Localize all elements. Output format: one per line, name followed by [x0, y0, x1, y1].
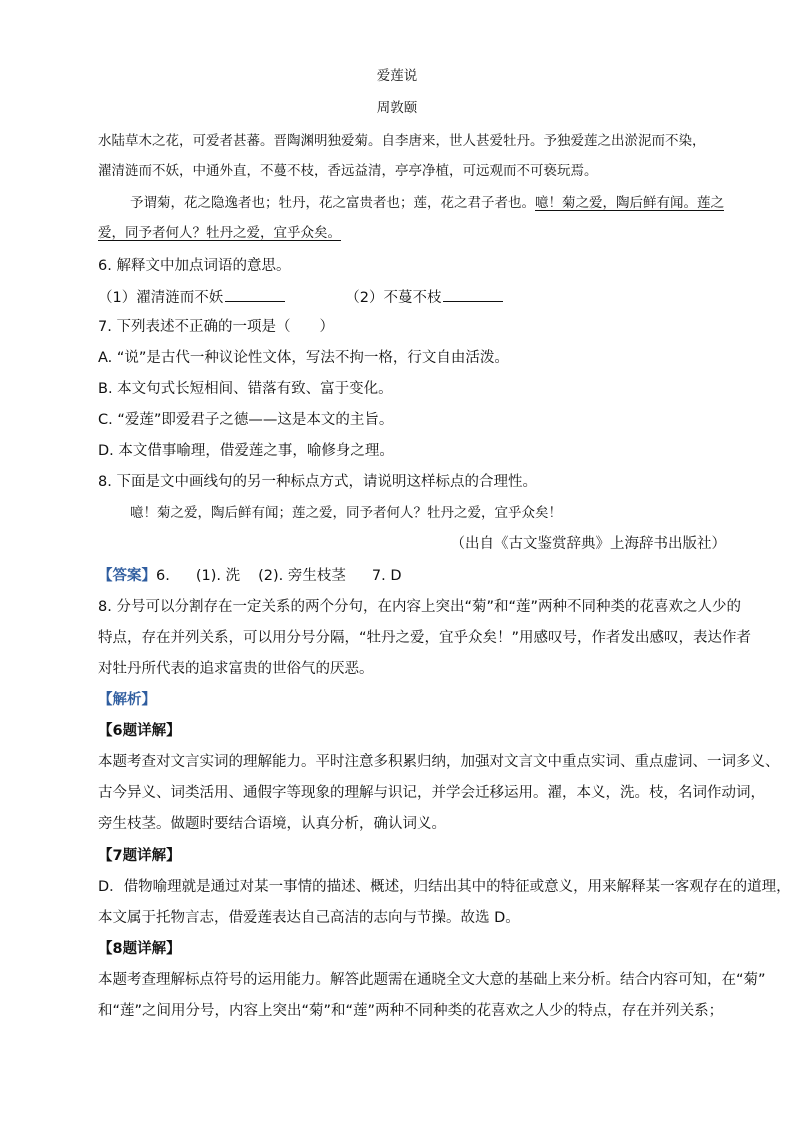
question-7-option-c: C. “爱莲”即爱君子之德——这是本文的主旨。 — [98, 412, 394, 428]
question-7-option-d: D. 本文借事喻理，借爱莲之事，喻修身之理。 — [98, 443, 394, 459]
answer-line — [98, 566, 726, 586]
question-6-items — [98, 287, 726, 308]
question-8: 8. 下面是文中画线句的另一种标点方式，请说明这样标点的合理性。 — [98, 474, 537, 490]
passage-p1-line1: 水陆草木之花，可爱者甚蕃。晋陶渊明独爱菊。自李唐来，世人甚爱牡丹。予独爱莲之出淤泥而不染， — [98, 133, 706, 149]
answer-8-line2: 特点，存在并列关系，可以用分号分隔，“牡丹之爱，宜乎众矣！”用感叹号，作者发出感叹，表达作者 — [98, 630, 752, 646]
analysis-7-line1: D．借物喻理就是通过对某一事情的描述、概述，归结出其中的特征或意义，用来解释某一客观存在的道理， — [98, 879, 791, 895]
question-6-item-1: （1）濯清涟而不妖 — [98, 290, 224, 306]
analysis-6-line2: 古今异义、词类活用、通假字等现象的理解与识记，并学会迁移运用。濯，本义，洗。枝，名词作动词， — [98, 785, 765, 801]
question-7-option-b: B. 本文句式长短相间、错落有致、富于变化。 — [98, 381, 393, 397]
answer-8-line3: 对牡丹所代表的追求富贵的世俗气的厌恶。 — [98, 661, 374, 677]
question-6-item-2: （2）不蔓不枝 — [345, 290, 442, 306]
analysis-6-heading: 【6题详解】 — [98, 723, 181, 739]
passage-p1-line2: 濯清涟而不妖，中通外直，不蔓不枝，香远益清，亭亭净植，可远观而不可亵玩焉。 — [98, 163, 598, 179]
analysis-6-line3: 旁生枝茎。做题时要结合语境，认真分析，确认词义。 — [98, 816, 446, 832]
answer-7: 7. D — [371, 568, 402, 584]
passage-p2-underlined-2: 爱，同予者何人？牡丹之爱，宜乎众矣。 — [98, 225, 341, 241]
question-7: 7. 下列表述不正确的一项是（ ） — [98, 319, 334, 335]
question-8-quote: 噫！菊之爱，陶后鲜有闻；莲之爱，同予者何人？牡丹之爱，宜乎众矣！ — [130, 505, 562, 521]
answer-blank-1 — [225, 287, 285, 302]
analysis-7-line2: 本文属于托物言志，借爱莲表达自己高洁的志向与节操。故选 D。 — [98, 910, 520, 926]
answer-6-2: (2). 旁生枝茎 — [258, 568, 346, 584]
answer-6-1: (1). 洗 — [195, 568, 241, 584]
answer-label: 【答案】 — [98, 568, 156, 584]
analysis-8-line2: 和“莲”之间用分号，内容上突出“菊”和“莲”两种不同种类的花喜欢之人少的特点，存在并列关系； — [98, 1003, 724, 1019]
question-6: 6. 解释文中加点词语的意思。 — [98, 258, 291, 274]
passage-p2-line2 — [98, 223, 726, 243]
passage-title: 爱莲说 — [376, 68, 418, 84]
analysis-7-heading: 【7题详解】 — [98, 848, 181, 864]
question-7-option-a: A. “说”是古代一种议论性文体，写法不拘一格，行文自由活泼。 — [98, 350, 509, 366]
analysis-8-line1: 本题考查理解标点符号的运用能力。解答此题需在通晓全文大意的基础上来分析。结合内容可知，在“菊” — [98, 972, 766, 988]
passage-p2-plain: 予谓菊，花之隐逸者也；牡丹，花之富贵者也；莲，花之君子者也。 — [130, 195, 535, 211]
passage-author: 周敦颐 — [376, 100, 418, 116]
passage-p2-line1 — [130, 193, 758, 213]
analysis-8-heading: 【8题详解】 — [98, 941, 181, 957]
answer-8-line1: 8. 分号可以分割存在一定关系的两个分句，在内容上突出“菊”和“莲”两种不同种类的花喜欢之人少的 — [98, 599, 741, 615]
analysis-6-line1: 本题考查对文言实词的理解能力。平时注意多积累归纳，加强对文言文中重点实词、重点虚词、一词多义、 — [98, 754, 780, 770]
question-8-source: （出自《古文鉴赏辞典》上海辞书出版社） — [450, 536, 726, 552]
answer-6-num: 6. — [156, 568, 170, 584]
passage-p2-underlined-1: 噫！菊之爱，陶后鲜有闻。莲之 — [535, 195, 724, 211]
analysis-label: 【解析】 — [98, 692, 156, 708]
answer-blank-2 — [443, 287, 503, 302]
